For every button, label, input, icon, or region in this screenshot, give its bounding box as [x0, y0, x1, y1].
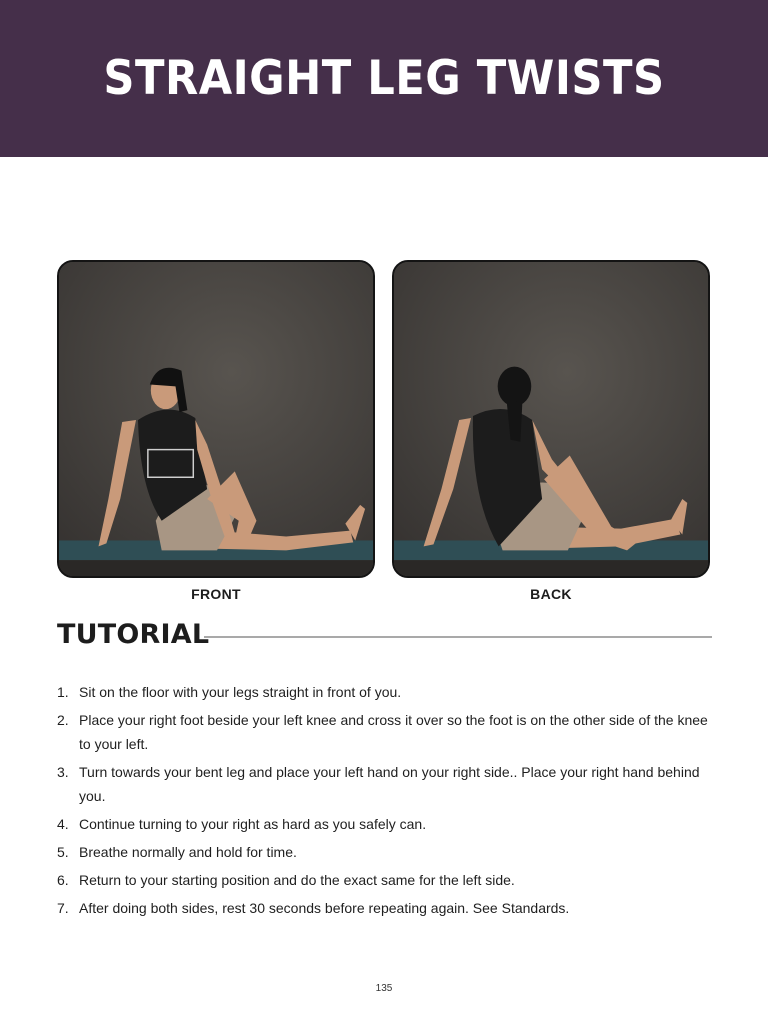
front-caption: FRONT [191, 586, 241, 602]
list-item [57, 812, 717, 836]
heading-divider [204, 636, 712, 638]
front-view-photo [57, 260, 375, 578]
step-number: 6. [57, 872, 69, 888]
step-text: Place your right foot beside your left knee and cross it over so the foot is on the other side of the knee to your left. [79, 712, 708, 752]
list-item [57, 708, 717, 756]
list-item [57, 840, 717, 864]
back-view-photo [392, 260, 710, 578]
page-title: STRAIGHT LEG TWISTS [103, 51, 665, 106]
step-text: Continue turning to your right as hard as you safely can. [79, 816, 427, 832]
tutorial-steps-list [57, 680, 717, 924]
step-number: 7. [57, 900, 69, 916]
page-number: 135 [375, 983, 393, 994]
step-text: Return to your starting position and do the exact same for the left side. [79, 872, 515, 888]
list-item [57, 896, 717, 920]
step-number: 3. [57, 764, 69, 780]
list-item [57, 680, 717, 704]
back-caption: BACK [530, 586, 572, 602]
step-number: 4. [57, 816, 69, 832]
list-item [57, 760, 717, 808]
tutorial-heading: TUTORIAL [57, 619, 210, 650]
step-number: 5. [57, 844, 69, 860]
list-item [57, 868, 717, 892]
page-header [0, 0, 768, 157]
step-text: Turn towards your bent leg and place your left hand on your right side.. Place your right hand behind you. [79, 764, 700, 804]
step-text: Breathe normally and hold for time. [79, 844, 297, 860]
step-number: 2. [57, 712, 69, 728]
step-number: 1. [57, 684, 69, 700]
step-text: Sit on the floor with your legs straight in front of you. [79, 684, 402, 700]
step-text: After doing both sides, rest 30 seconds before repeating again. See Standards. [79, 900, 570, 916]
